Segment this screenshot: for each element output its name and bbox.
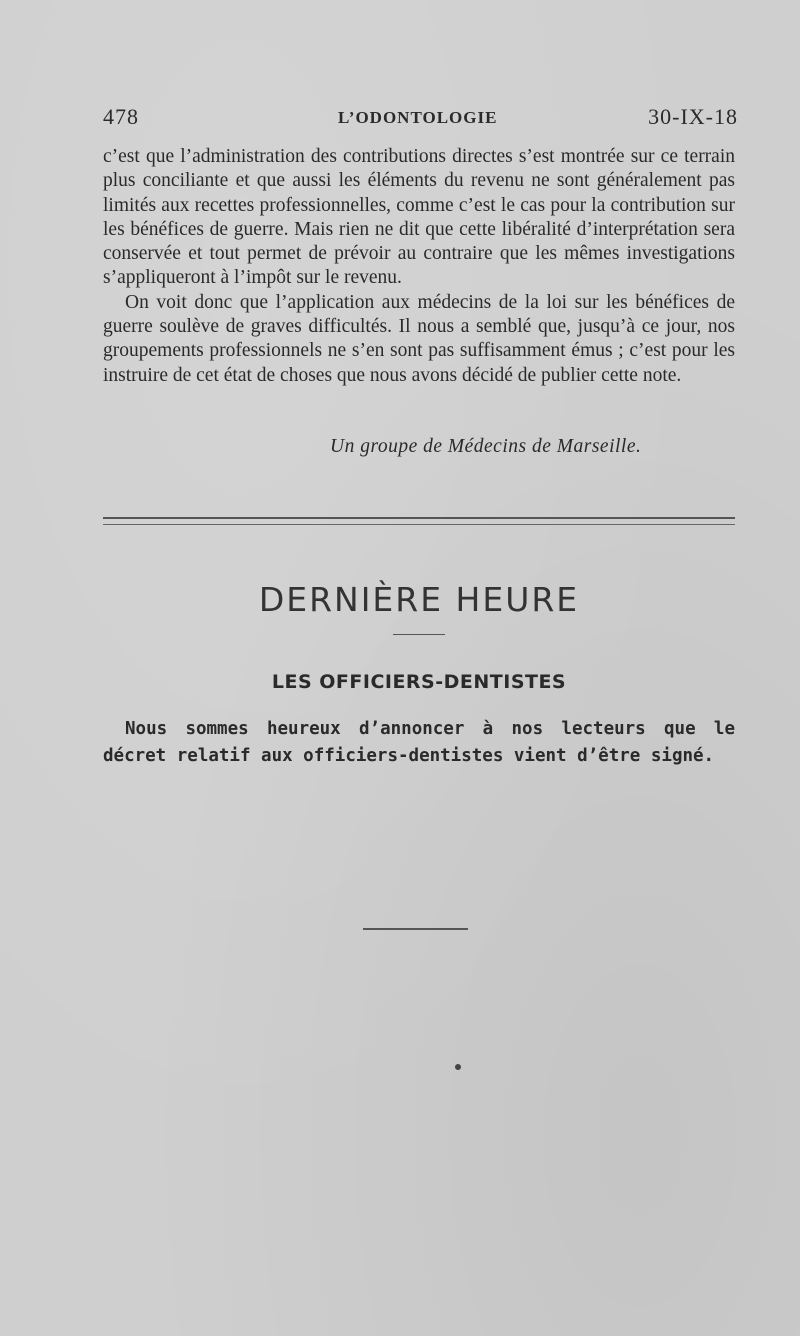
- running-head: [103, 104, 738, 134]
- article-paragraph: On voit donc que l’application aux médecins de la loi sur les bénéfices de guerre soulève de graves difficultés. Il nous a semblé que, jusqu’à ce jour, nos groupements professionnels ne s’en sont pas suffisamment émus ; c’est pour les instruire de cet état de choses que nous avons décidé de publier cette note.: [103, 291, 735, 386]
- print-speck: [455, 1064, 461, 1070]
- announcement-text: Nous sommes heureux d’annoncer à nos lecteurs que le décret relatif aux officiers-dentistes vient d’être signé.: [103, 719, 735, 766]
- title-rule: [393, 634, 445, 635]
- section-divider: [103, 517, 735, 525]
- article-body: [103, 145, 735, 388]
- section-title: DERNIÈRE HEURE: [258, 580, 580, 619]
- issue-date: 30-IX-18: [648, 104, 738, 129]
- end-rule: [363, 928, 468, 930]
- page-number: 478: [103, 104, 139, 129]
- subsection-title: LES OFFICIERS-DENTISTES: [271, 671, 567, 693]
- article-paragraph: c’est que l’administration des contributions directes s’est montrée sur ce terrain plus conciliante et que aussi les éléments du revenu ne sont généralement pas limités aux recettes professionnelles, comme c’est le cas pour la contribution sur les bénéfices de guerre. Mais rien ne dit que cette libéralité d’interprétation sera conservée et tout permet de prévoir au contraire que les mêmes investigations s’appliqueront à l’impôt sur le revenu.: [103, 146, 735, 289]
- journal-title: L’ODONTOLOGIE: [338, 108, 498, 127]
- article-signature: Un groupe de Médecins de Marseille.: [330, 436, 642, 457]
